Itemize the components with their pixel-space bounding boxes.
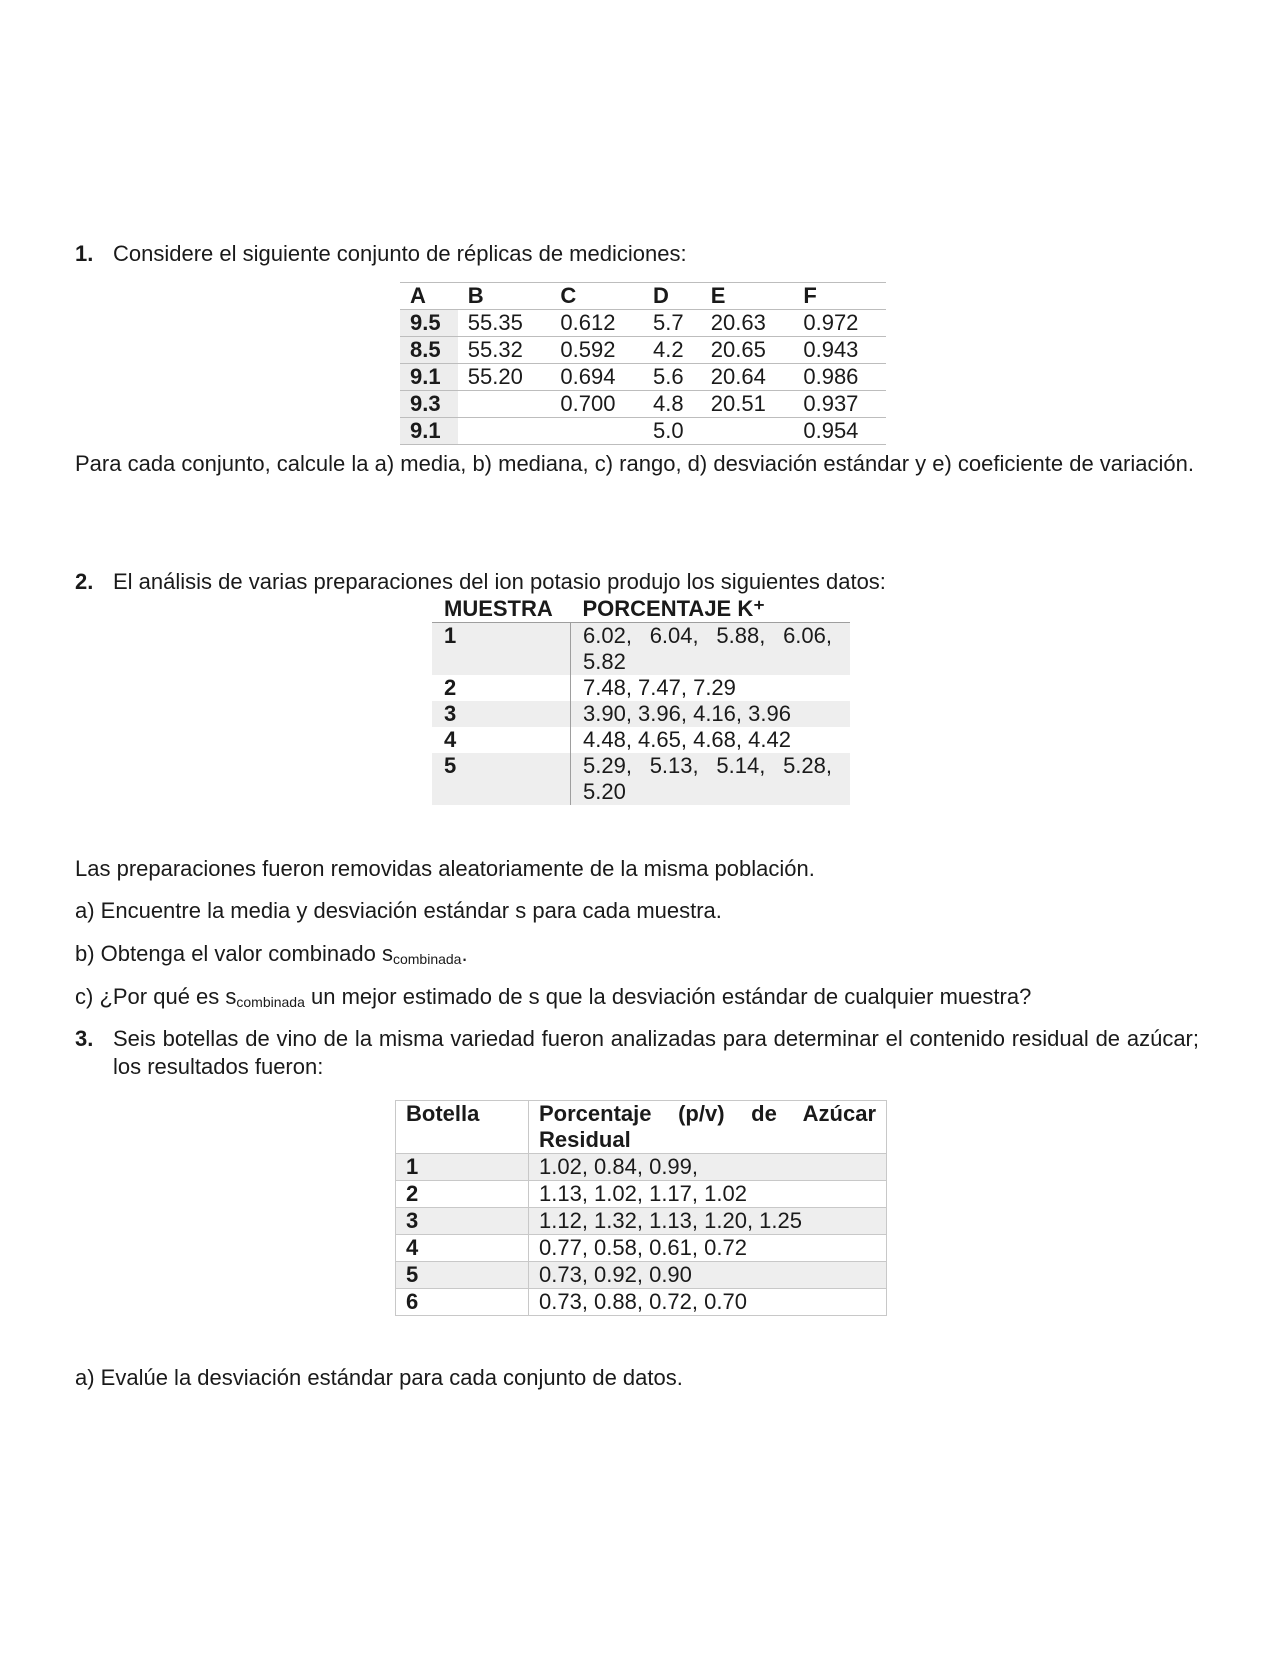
table-cell: 0.937: [793, 391, 886, 418]
q1-col-header: C: [550, 283, 643, 310]
table-cell: 1: [396, 1154, 529, 1181]
table-cell: 3: [396, 1208, 529, 1235]
table-cell: 4.48, 4.65, 4.68, 4.42: [583, 727, 791, 752]
table-row: [396, 1235, 887, 1262]
q2-part-b-end: .: [461, 941, 468, 966]
table-cell: 0.972: [793, 310, 886, 337]
table-cell: 5.6: [643, 364, 701, 391]
table-cell: 1.13, 1.02, 1.17, 1.02: [529, 1181, 887, 1208]
table-cell: 4: [432, 727, 571, 753]
q2-col-header: PORCENTAJE K⁺: [571, 596, 851, 623]
table-cell: 55.35: [458, 310, 551, 337]
q2-table: [432, 596, 850, 805]
q2-table-header-row: [432, 596, 850, 623]
table-cell: 9.1: [400, 418, 458, 445]
q3-number: 3.: [75, 1026, 94, 1051]
table-row: [400, 418, 886, 445]
table-cell: 0.694: [550, 364, 643, 391]
q2-statement: Las preparaciones fueron removidas aleatoriamente de la misma población.: [75, 856, 815, 881]
table-cell: 6: [396, 1289, 529, 1316]
q1-table: [400, 282, 886, 445]
q1-table-header-row: [400, 283, 886, 310]
table-cell: 0.73, 0.88, 0.72, 0.70: [529, 1289, 887, 1316]
table-cell: 1.02, 0.84, 0.99,: [529, 1154, 887, 1181]
q2-col-header: MUESTRA: [432, 596, 571, 623]
q2-part-c: [75, 983, 1031, 1016]
q1-number: 1.: [75, 241, 94, 266]
table-cell: 5: [432, 753, 571, 805]
table-cell: 0.77, 0.58, 0.61, 0.72: [529, 1235, 887, 1262]
table-cell: 55.32: [458, 337, 551, 364]
table-row: [400, 337, 886, 364]
table-row: [396, 1181, 887, 1208]
table-row: [432, 623, 850, 676]
table-cell: [458, 418, 551, 445]
table-cell: 2: [432, 675, 571, 701]
table-cell: 7.48, 7.47, 7.29: [583, 675, 736, 700]
table-cell: 9.5: [400, 310, 458, 337]
q2-part-b-text: b) Obtenga el valor combinado s: [75, 941, 393, 966]
table-cell: [701, 418, 794, 445]
table-cell: 55.20: [458, 364, 551, 391]
q3-col-header: Porcentaje (p/v) de Azúcar Residual: [529, 1101, 887, 1154]
q3-table-header-row: [396, 1101, 887, 1154]
table-cell: 8.5: [400, 337, 458, 364]
table-cell: 6.02, 6.04, 5.88, 6.06, 5.82: [571, 623, 851, 676]
q1-col-header: F: [793, 283, 886, 310]
table-row: [396, 1208, 887, 1235]
table-cell: 0.592: [550, 337, 643, 364]
table-row: [396, 1262, 887, 1289]
q2-part-c-subscript: combinada: [236, 994, 305, 1010]
table-cell: 5.0: [643, 418, 701, 445]
table-cell: 1: [432, 623, 571, 676]
table-cell: 9.1: [400, 364, 458, 391]
table-row: [432, 727, 850, 753]
table-row: [400, 364, 886, 391]
q1-col-header: E: [701, 283, 794, 310]
table-row: [396, 1289, 887, 1316]
table-cell: 4.2: [643, 337, 701, 364]
q3-heading: [75, 1025, 1199, 1081]
q1-instruction: Para cada conjunto, calcule la a) media, b) mediana, c) rango, d) desviación estándar y e) coeficiente de variación.: [75, 451, 1194, 476]
table-cell: 0.73, 0.92, 0.90: [529, 1262, 887, 1289]
table-cell: 3: [432, 701, 571, 727]
table-cell: 1.12, 1.32, 1.13, 1.20, 1.25: [529, 1208, 887, 1235]
table-row: [400, 391, 886, 418]
q1-prompt: Considere el siguiente conjunto de réplicas de mediciones:: [113, 241, 687, 266]
q1-col-header: B: [458, 283, 551, 310]
table-cell: 0.986: [793, 364, 886, 391]
table-cell: 2: [396, 1181, 529, 1208]
table-cell: 0.700: [550, 391, 643, 418]
table-cell: 5: [396, 1262, 529, 1289]
q1-col-header: A: [400, 283, 458, 310]
q2-number: 2.: [75, 569, 94, 594]
q2-part-c-text: c) ¿Por qué es s: [75, 984, 237, 1009]
q2-part-a: a) Encuentre la media y desviación estándar s para cada muestra.: [75, 898, 722, 923]
q3-col-header: Botella: [396, 1101, 529, 1154]
table-cell: [550, 418, 643, 445]
q1-heading: [75, 240, 687, 268]
q2-part-b-subscript: combinada: [392, 951, 462, 967]
table-row: [432, 753, 850, 805]
table-cell: 20.65: [701, 337, 794, 364]
table-cell: 4.8: [643, 391, 701, 418]
table-cell: 0.954: [793, 418, 886, 445]
table-cell: 3.90, 3.96, 4.16, 3.96: [571, 701, 851, 727]
table-cell: [458, 391, 551, 418]
table-cell: 9.3: [400, 391, 458, 418]
q2-prompt: El análisis de varias preparaciones del ion potasio produjo los siguientes datos:: [113, 569, 886, 594]
table-cell: 20.64: [701, 364, 794, 391]
table-cell: 5.7: [643, 310, 701, 337]
table-row: [396, 1154, 887, 1181]
q3-prompt: Seis botellas de vino de la misma variedad fueron analizadas para determinar el contenido residual de azúcar; los resultados fueron:: [113, 1026, 1199, 1079]
table-row: [432, 701, 850, 727]
table-row: [432, 675, 850, 701]
q2-part-c-end: un mejor estimado de s que la desviación estándar de cualquier muestra?: [304, 984, 1032, 1009]
table-cell: 20.51: [701, 391, 794, 418]
q3-table: [395, 1100, 887, 1316]
q3-part-a: a) Evalúe la desviación estándar para cada conjunto de datos.: [75, 1365, 683, 1390]
table-cell: 20.63: [701, 310, 794, 337]
table-cell: 0.612: [550, 310, 643, 337]
table-cell: 5.29, 5.13, 5.14, 5.28, 5.20: [571, 753, 851, 805]
q2-part-b: [75, 940, 468, 973]
q2-heading: [75, 568, 886, 596]
q1-col-header: D: [643, 283, 701, 310]
table-cell: 0.943: [793, 337, 886, 364]
table-cell: 4: [396, 1235, 529, 1262]
table-row: [400, 310, 886, 337]
